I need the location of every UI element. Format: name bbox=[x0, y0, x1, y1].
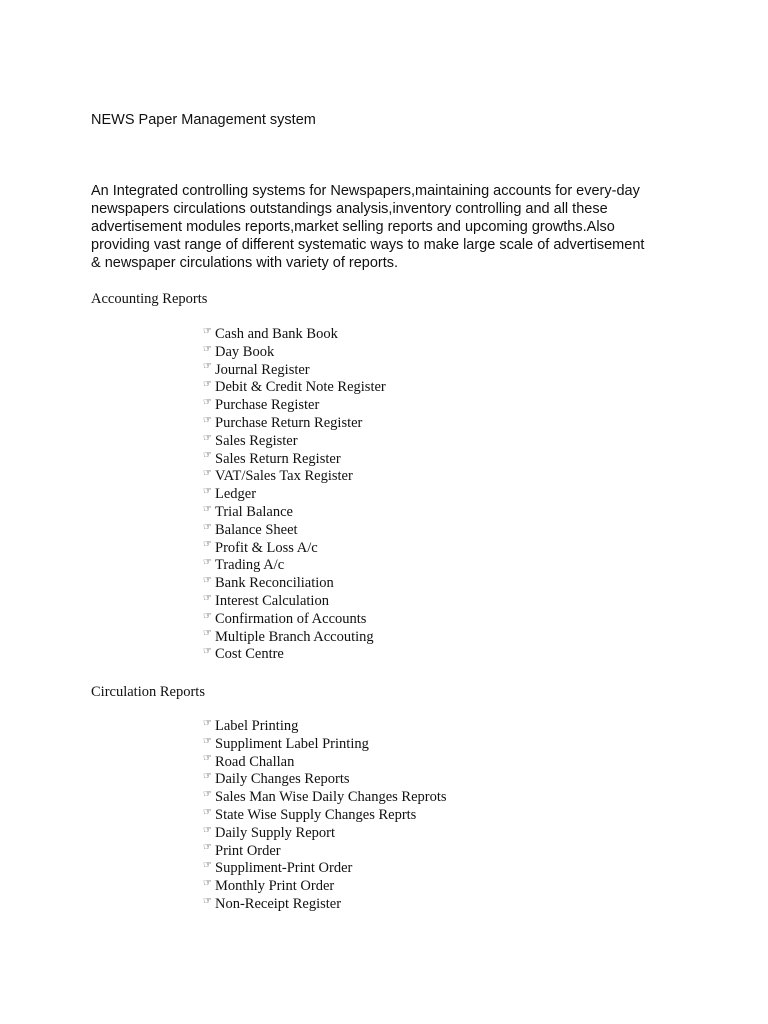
list-item-label: Cash and Bank Book bbox=[215, 326, 338, 342]
pointing-hand-icon: ☞ bbox=[203, 771, 212, 783]
intro-line: providing vast range of different systematic ways to make large scale of advertisement bbox=[91, 237, 645, 253]
circulation-reports-list bbox=[203, 718, 447, 914]
intro-line: An Integrated controlling systems for Newspapers,maintaining accounts for every-day bbox=[91, 183, 640, 199]
list-item bbox=[203, 611, 386, 629]
pointing-hand-icon: ☞ bbox=[203, 753, 212, 765]
list-item-label: Purchase Return Register bbox=[215, 414, 363, 431]
list-item bbox=[203, 789, 447, 807]
list-item bbox=[203, 843, 447, 861]
list-item bbox=[203, 344, 386, 362]
intro-line: advertisement modules reports,market selling reports and upcoming growths.Also bbox=[91, 219, 615, 235]
list-item bbox=[203, 415, 386, 433]
pointing-hand-icon: ☞ bbox=[203, 379, 212, 391]
list-item-label: Daily Changes Reports bbox=[215, 771, 350, 788]
pointing-hand-icon: ☞ bbox=[203, 414, 212, 426]
list-item bbox=[203, 504, 386, 522]
list-item-label: Trial Balance bbox=[215, 503, 293, 520]
pointing-hand-icon: ☞ bbox=[203, 806, 212, 818]
pointing-hand-icon: ☞ bbox=[203, 539, 212, 551]
list-item bbox=[203, 362, 386, 380]
list-item-label: Cost Centre bbox=[215, 646, 284, 663]
list-item bbox=[203, 646, 386, 664]
list-item-label: Suppliment-Print Order bbox=[215, 860, 353, 877]
list-item-label: Label Printing bbox=[215, 718, 299, 734]
list-item bbox=[203, 754, 447, 772]
list-item-label: Trading A/c bbox=[215, 557, 285, 574]
pointing-hand-icon: ☞ bbox=[203, 325, 212, 337]
pointing-hand-icon: ☞ bbox=[203, 878, 212, 890]
pointing-hand-icon: ☞ bbox=[203, 486, 212, 498]
list-item-label: Sales Man Wise Daily Changes Reprots bbox=[215, 789, 447, 806]
list-item bbox=[203, 825, 447, 843]
list-item bbox=[203, 718, 447, 736]
pointing-hand-icon: ☞ bbox=[203, 521, 212, 533]
list-item-label: Print Order bbox=[215, 842, 281, 859]
list-item-label: Road Challan bbox=[215, 753, 295, 770]
list-item bbox=[203, 433, 386, 451]
list-item-label: Profit & Loss A/c bbox=[215, 539, 318, 556]
list-item-label: Multiple Branch Accouting bbox=[215, 628, 374, 645]
pointing-hand-icon: ☞ bbox=[203, 646, 212, 658]
list-item-label: Daily Supply Report bbox=[215, 824, 336, 841]
pointing-hand-icon: ☞ bbox=[203, 503, 212, 515]
list-item bbox=[203, 522, 386, 540]
list-item bbox=[203, 878, 447, 896]
list-item-label: Balance Sheet bbox=[215, 521, 298, 538]
pointing-hand-icon: ☞ bbox=[203, 842, 212, 854]
list-item bbox=[203, 468, 386, 486]
list-item bbox=[203, 451, 386, 469]
pointing-hand-icon: ☞ bbox=[203, 557, 212, 569]
list-item bbox=[203, 593, 386, 611]
pointing-hand-icon: ☞ bbox=[203, 361, 212, 373]
list-item-label: Sales Register bbox=[215, 432, 298, 449]
list-item-label: Sales Return Register bbox=[215, 450, 341, 467]
pointing-hand-icon: ☞ bbox=[203, 824, 212, 836]
list-item-label: State Wise Supply Changes Reprts bbox=[215, 806, 417, 823]
pointing-hand-icon: ☞ bbox=[203, 860, 212, 872]
list-item bbox=[203, 629, 386, 647]
list-item-label: Purchase Register bbox=[215, 397, 320, 414]
pointing-hand-icon: ☞ bbox=[203, 895, 212, 907]
pointing-hand-icon: ☞ bbox=[203, 628, 212, 640]
list-item bbox=[203, 771, 447, 789]
pointing-hand-icon: ☞ bbox=[203, 397, 212, 409]
list-item bbox=[203, 736, 447, 754]
list-item-label: Interest Calculation bbox=[215, 592, 329, 609]
pointing-hand-icon: ☞ bbox=[203, 610, 212, 622]
list-item bbox=[203, 575, 386, 593]
list-item bbox=[203, 807, 447, 825]
list-item bbox=[203, 557, 386, 575]
list-item-label: Monthly Print Order bbox=[215, 878, 335, 895]
list-item bbox=[203, 397, 386, 415]
pointing-hand-icon: ☞ bbox=[203, 432, 212, 444]
list-item bbox=[203, 896, 447, 914]
accounting-reports-heading: Accounting Reports bbox=[91, 291, 208, 307]
intro-line: & newspaper circulations with variety of reports. bbox=[91, 255, 399, 271]
pointing-hand-icon: ☞ bbox=[203, 592, 212, 604]
list-item-label: Bank Reconciliation bbox=[215, 575, 334, 592]
list-item bbox=[203, 379, 386, 397]
pointing-hand-icon: ☞ bbox=[203, 343, 212, 355]
pointing-hand-icon: ☞ bbox=[203, 717, 212, 729]
pointing-hand-icon: ☞ bbox=[203, 789, 212, 801]
list-item-label: Non-Receipt Register bbox=[215, 895, 342, 912]
list-item bbox=[203, 326, 386, 344]
list-item-label: Day Book bbox=[215, 343, 275, 360]
list-item bbox=[203, 486, 386, 504]
document-title: NEWS Paper Management system bbox=[91, 112, 316, 128]
list-item-label: VAT/Sales Tax Register bbox=[215, 468, 353, 485]
pointing-hand-icon: ☞ bbox=[203, 575, 212, 587]
list-item bbox=[203, 860, 447, 878]
intro-paragraph bbox=[91, 182, 711, 272]
pointing-hand-icon: ☞ bbox=[203, 735, 212, 747]
list-item-label: Suppliment Label Printing bbox=[215, 735, 369, 752]
intro-line: newspapers circulations outstandings analysis,inventory controlling and all these bbox=[91, 201, 608, 217]
pointing-hand-icon: ☞ bbox=[203, 468, 212, 480]
list-item-label: Ledger bbox=[215, 486, 257, 503]
list-item bbox=[203, 540, 386, 558]
accounting-reports-list bbox=[203, 326, 386, 664]
circulation-reports-heading: Circulation Reports bbox=[91, 684, 205, 700]
list-item-label: Debit & Credit Note Register bbox=[215, 379, 386, 396]
pointing-hand-icon: ☞ bbox=[203, 450, 212, 462]
list-item-label: Journal Register bbox=[215, 361, 310, 378]
list-item-label: Confirmation of Accounts bbox=[215, 610, 367, 627]
